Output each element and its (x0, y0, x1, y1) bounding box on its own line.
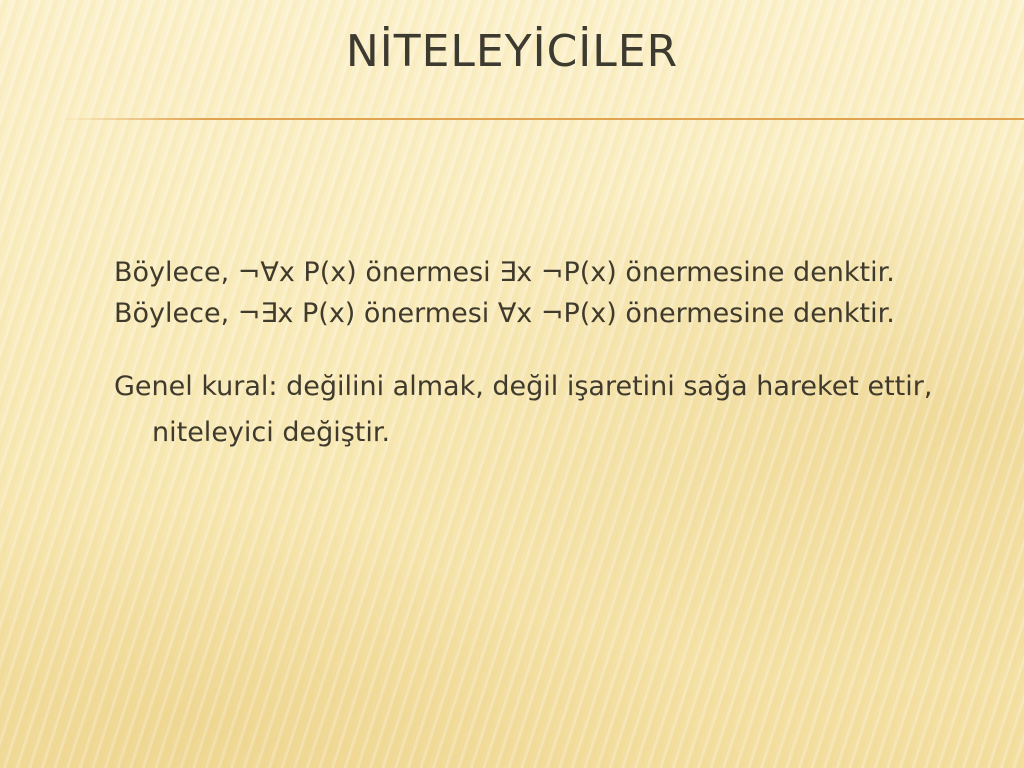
slide-title: NİTELEYİCİLER (345, 26, 679, 77)
paragraph-general-rule: Genel kural: değilini almak, değil işaretini sağa hareket ettir, niteleyici değiştir. (114, 371, 933, 448)
slide-body (114, 252, 974, 456)
title-divider (60, 118, 1024, 120)
paragraph-negated-existential: Böylece, ¬∃x P(x) önermesi ∀x ¬P(x) önermesine denktir. (114, 298, 895, 329)
paragraph-negated-universal: Böylece, ¬∀x P(x) önermesi ∃x ¬P(x) önermesine denktir. (114, 257, 895, 288)
